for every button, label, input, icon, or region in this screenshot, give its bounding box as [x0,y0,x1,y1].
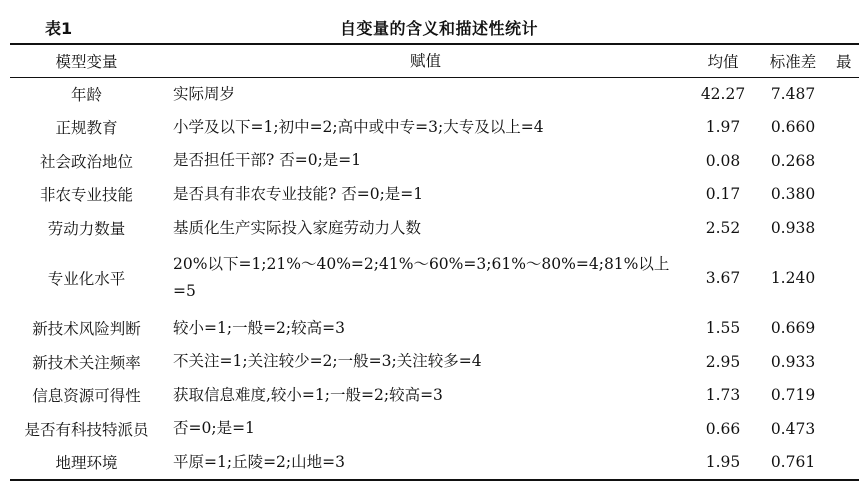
cell-definition: 小学及以下=1;初中=2;高中或中专=3;大专及以上=4 [173,117,544,136]
cell-mean: 0.17 [705,185,741,203]
cell-sd: 0.938 [770,219,816,237]
table-caption [0,12,859,38]
cell-variable: 信息资源可得性 [32,387,141,405]
cell-definition: 获取信息难度,较小=1;一般=2;较高=3 [173,385,443,404]
cell-variable: 劳动力数量 [47,220,126,238]
cell-definition: 不关注=1;关注较少=2;一般=3;关注较多=4 [173,352,482,371]
cell-definition: 较小=1;一般=2;较高=3 [173,318,345,337]
table-row [10,445,859,479]
cell-definition: 20%以下=1;21%～40%=2;41%～60%=3;61%～80%=4;81%以上=5 [173,255,670,300]
cell-mean: 1.73 [705,386,741,404]
cell-definition: 基质化生产实际投入家庭劳动力人数 [173,218,422,237]
table-row [10,378,859,412]
cell-mean: 1.95 [705,453,741,471]
table-label: 表1 [45,19,73,38]
table-row [10,245,859,311]
cell-mean: 42.27 [700,85,746,103]
cell-mean: 0.08 [705,151,741,170]
bottom-rule [10,479,859,481]
cell-sd: 0.380 [770,185,816,203]
cell-mean: 1.97 [705,118,741,136]
header-sd: 标准差 [769,53,817,71]
cell-definition: 否=0;是=1 [173,419,255,438]
header-variable: 模型变量 [55,53,118,71]
header-mean: 均值 [707,53,739,71]
cell-variable: 正规教育 [55,119,118,137]
cell-definition: 是否担任干部? 否=0;是=1 [173,151,362,170]
cell-definition: 是否具有非农专业技能? 否=0;是=1 [173,184,424,203]
table-row [10,412,859,445]
table-row [10,211,859,245]
cell-variable: 社会政治地位 [39,152,133,171]
cell-sd: 0.268 [770,151,816,170]
table-row [10,311,859,345]
cell-sd: 0.719 [770,386,816,404]
cell-variable: 是否有科技特派员 [24,420,149,439]
table-title: 自变量的含义和描述性统计 [340,19,539,38]
cell-mean: 2.52 [705,219,741,237]
cell-sd: 0.761 [770,453,816,471]
table-row [10,110,859,144]
cell-mean: 1.55 [705,319,741,337]
table-row [10,78,859,110]
cell-mean: 3.67 [705,269,741,287]
cell-variable: 新技术风险判断 [32,320,141,338]
cell-sd: 0.669 [770,319,816,337]
cell-sd: 1.240 [770,269,816,287]
cell-variable: 新技术关注频率 [32,353,141,372]
table-row [10,345,859,378]
table-row [10,177,859,211]
table-row [10,144,859,177]
header-min: 最 [836,53,852,71]
cell-sd: 7.487 [770,85,816,103]
header-definition: 赋值 [409,51,441,70]
cell-sd: 0.473 [770,419,816,438]
table-header [10,45,859,77]
cell-definition: 平原=1;丘陵=2;山地=3 [173,452,345,471]
cell-variable: 专业化水平 [47,270,126,288]
cell-variable: 年龄 [70,86,102,104]
cell-variable: 地理环境 [55,454,118,472]
cell-definition: 实际周岁 [173,84,236,103]
cell-sd: 0.660 [770,118,816,136]
cell-sd: 0.933 [770,352,816,371]
cell-variable: 非农专业技能 [39,186,133,204]
cell-mean: 0.66 [705,419,741,438]
cell-mean: 2.95 [705,352,741,371]
